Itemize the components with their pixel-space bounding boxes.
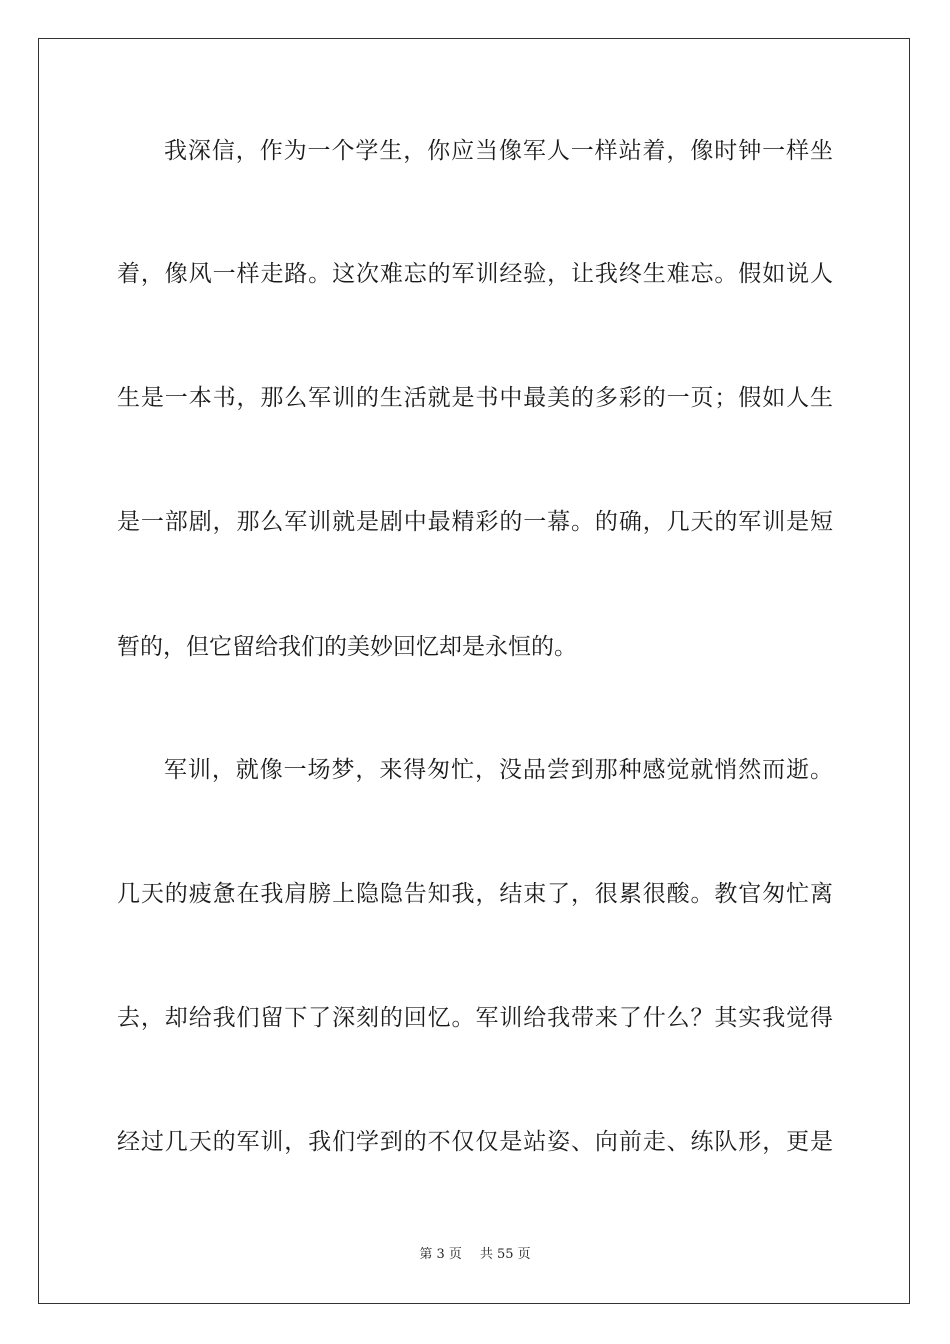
paragraph-line: 军训，就像一场梦，来得匆忙，没品尝到那种感觉就悄然而逝。 [164,757,833,783]
paragraph-line: 着，像风一样走路。这次难忘的军训经验，让我终生难忘。假如说人 [117,261,833,287]
paragraph-line: 是一部剧，那么军训就是剧中最精彩的一幕。的确，几天的军训是短 [117,509,833,535]
paragraph-line: 去，却给我们留下了深刻的回忆。军训给我带来了什么？其实我觉得 [117,1005,833,1031]
paragraph-line: 经过几天的军训，我们学到的不仅仅是站姿、向前走、练队形，更是 [117,1129,833,1155]
page-footer [0,1247,950,1263]
paragraph-line: 几天的疲惫在我肩膀上隐隐告知我，结束了，很累很酸。教官匆忙离 [117,881,833,907]
paragraph-line: 生是一本书，那么军训的生活就是书中最美的多彩的一页；假如人生 [117,385,833,411]
page-number: 第 3 页 [419,1247,462,1262]
paragraph-line: 我深信，作为一个学生，你应当像军人一样站着，像时钟一样坐 [164,138,833,164]
page-border [38,38,910,1304]
total-pages: 共 55 页 [479,1247,531,1262]
paragraph-line: 暂的，但它留给我们的美妙回忆却是永恒的。 [117,634,577,660]
